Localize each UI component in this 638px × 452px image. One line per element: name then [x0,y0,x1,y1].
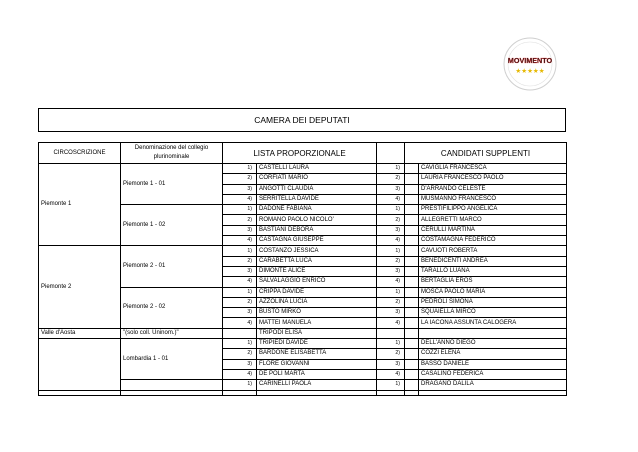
lista-candidate: DIMONTE ALICE [257,266,377,276]
supplente-number: 2) [377,349,405,359]
lista-number: 1) [223,205,257,215]
circoscrizione-cell: Piemonte 1 [39,164,121,246]
lista-number: 2) [223,256,257,266]
circoscrizione-cell: Valle d'Aosta [39,328,121,338]
lista-candidate: ROMANO PAOLO NICOLO' [257,215,377,225]
supplente-number: 3) [377,359,405,369]
supplente-candidate: ALLEGRETTI MARCO [419,215,567,225]
supplente-number: 1) [377,339,405,349]
spacer-cell [405,359,419,369]
lista-candidate: CASTAGNA GIUSEPPE [257,236,377,246]
header-denominazione: Denominazione del collegio plurinominale [121,143,223,164]
truncated-row [39,390,567,395]
supplente-candidate: CERULLI MARTINA [419,225,567,235]
supplente-number: 3) [377,266,405,276]
lista-number: 2) [223,174,257,184]
collegio-cell: Piemonte 1 - 02 [121,205,223,246]
collegio-cell: "(solo coll. Uninom.)" [121,328,223,338]
lista-candidate: TRIPODI ELISA [257,328,377,338]
supplente-number: 1) [377,164,405,174]
lista-candidate: BUSTO MIRKO [257,308,377,318]
lista-candidate: CARABETTA LUCA [257,256,377,266]
document-title: CAMERA DEI DEPUTATI [38,108,566,132]
supplente-candidate: MUSMANNO FRANCESCO [419,194,567,204]
supplente-number: 1) [377,380,405,390]
spacer-cell [405,194,419,204]
table-row [39,339,567,349]
supplente-number: 3) [377,184,405,194]
spacer-cell [405,287,419,297]
supplente-candidate: TARALLO LUANA [419,266,567,276]
logo-stars: ★★★★★ [515,67,545,75]
lista-number: 4) [223,277,257,287]
supplente-candidate: LAURIA FRANCESCO PAOLO [419,174,567,184]
collegio-cell: Lombardia 1 - 01 [121,339,223,380]
lista-candidate: BARDONE ELISABETTA [257,349,377,359]
lista-number: 1) [223,246,257,256]
supplente-candidate: BASSO DANIELE [419,359,567,369]
spacer-cell [405,318,419,328]
supplente-number: 3) [377,308,405,318]
candidates-table [38,142,567,396]
spacer-cell [405,205,419,215]
table-header-row [39,143,567,164]
supplente-number: 2) [377,256,405,266]
spacer-cell [405,349,419,359]
spacer-cell [405,277,419,287]
supplente-candidate: PRESTIFILIPPO ANGELICA [419,205,567,215]
supplente-candidate: D'ARRANDO CELESTE [419,184,567,194]
supplente-candidate: DRAGANO DALILA [419,380,567,390]
header-candidati-supplenti: CANDIDATI SUPPLENTI [405,143,567,164]
supplente-number: 4) [377,236,405,246]
spacer-cell [405,339,419,349]
lista-number: 3) [223,359,257,369]
supplente-number: 2) [377,174,405,184]
lista-candidate: SERRITELLA DAVIDE [257,194,377,204]
spacer-cell [405,246,419,256]
supplente-candidate: MOSCA PAOLO MARIA [419,287,567,297]
lista-candidate: TRIPIEDI DAVIDE [257,339,377,349]
lista-number: 3) [223,308,257,318]
spacer-cell [405,215,419,225]
spacer-cell [405,256,419,266]
spacer-cell [405,225,419,235]
supplente-number: 3) [377,225,405,235]
supplente-candidate [419,328,567,338]
collegio-cell: Piemonte 2 - 02 [121,287,223,328]
spacer-cell [405,236,419,246]
lista-number: 2) [223,297,257,307]
supplente-candidate: BERTAGLIA EROS [419,277,567,287]
supplente-number: 4) [377,318,405,328]
collegio-cell: Piemonte 2 - 01 [121,246,223,287]
supplente-candidate: DELL'ANNO DIEGO [419,339,567,349]
circoscrizione-cell: Piemonte 2 [39,246,121,328]
spacer-cell [405,184,419,194]
lista-candidate: FLORE GIOVANNI [257,359,377,369]
lista-number: 4) [223,318,257,328]
lista-number: 2) [223,349,257,359]
circoscrizione-cell [39,339,121,390]
lista-candidate: AZZOLINA LUCIA [257,297,377,307]
supplente-number: 2) [377,215,405,225]
lista-number: 4) [223,369,257,379]
lista-number: 1) [223,339,257,349]
supplente-number: 1) [377,205,405,215]
spacer-cell [405,174,419,184]
lista-candidate: CASTELLI LAURA [257,164,377,174]
table-row [39,164,567,174]
spacer-cell [405,369,419,379]
spacer-cell [405,328,419,338]
lista-candidate: CRIPPA DAVIDE [257,287,377,297]
table-row [39,328,567,338]
lista-number: 1) [223,380,257,390]
supplente-number: 4) [377,277,405,287]
supplente-number: 4) [377,194,405,204]
lista-candidate: CARINELLI PAOLA [257,380,377,390]
table-row [39,246,567,256]
collegio-cell [121,380,223,390]
lista-candidate: BASTIANI DEBORA [257,225,377,235]
movimento-5-stelle-logo [502,36,558,92]
supplente-number: 1) [377,246,405,256]
lista-candidate: MATTEI MANUELA [257,318,377,328]
supplente-candidate: PEDROLI SIMONA [419,297,567,307]
lista-number: 1) [223,164,257,174]
lista-candidate: SALVALAGGIO ENRICO [257,277,377,287]
supplente-candidate: COZZI ELENA [419,349,567,359]
lista-candidate: CORFIATI MARIO [257,174,377,184]
lista-number: 1) [223,287,257,297]
header-lista-proporzionale: LISTA PROPORZIONALE [223,143,377,164]
supplente-candidate: BENEDICENTI ANDREA [419,256,567,266]
spacer-cell [405,380,419,390]
supplente-number: 4) [377,369,405,379]
lista-number: 4) [223,236,257,246]
spacer-cell [405,164,419,174]
supplente-number: 2) [377,297,405,307]
spacer-cell [405,266,419,276]
lista-number: 3) [223,225,257,235]
supplente-number [377,328,405,338]
supplente-candidate: CAVIGLIA FRANCESCA [419,164,567,174]
spacer-cell [405,308,419,318]
lista-candidate: COSTANZO JESSICA [257,246,377,256]
spacer-cell [405,297,419,307]
lista-candidate: DE POLI MARTA [257,369,377,379]
header-circoscrizione: CIRCOSCRIZIONE [39,143,121,164]
lista-number: 3) [223,184,257,194]
logo-text: MOVIMENTO [507,56,553,65]
lista-number: 2) [223,215,257,225]
collegio-cell: Piemonte 1 - 01 [121,164,223,205]
lista-number [223,328,257,338]
supplente-candidate: COSTAMAGNA FEDERICO [419,236,567,246]
supplente-candidate: SQUAIELLA MIRCO [419,308,567,318]
lista-candidate: DADONE FABIANA [257,205,377,215]
supplente-number: 1) [377,287,405,297]
deputati-sheet [38,108,566,396]
lista-number: 4) [223,194,257,204]
lista-number: 3) [223,266,257,276]
supplente-candidate: CASALINO FEDERICA [419,369,567,379]
lista-candidate: ANGOTTI CLAUDIA [257,184,377,194]
supplente-candidate: LA IACONA ASSUNTA CALOGERA [419,318,567,328]
supplente-candidate: CAVUOTI ROBERTA [419,246,567,256]
